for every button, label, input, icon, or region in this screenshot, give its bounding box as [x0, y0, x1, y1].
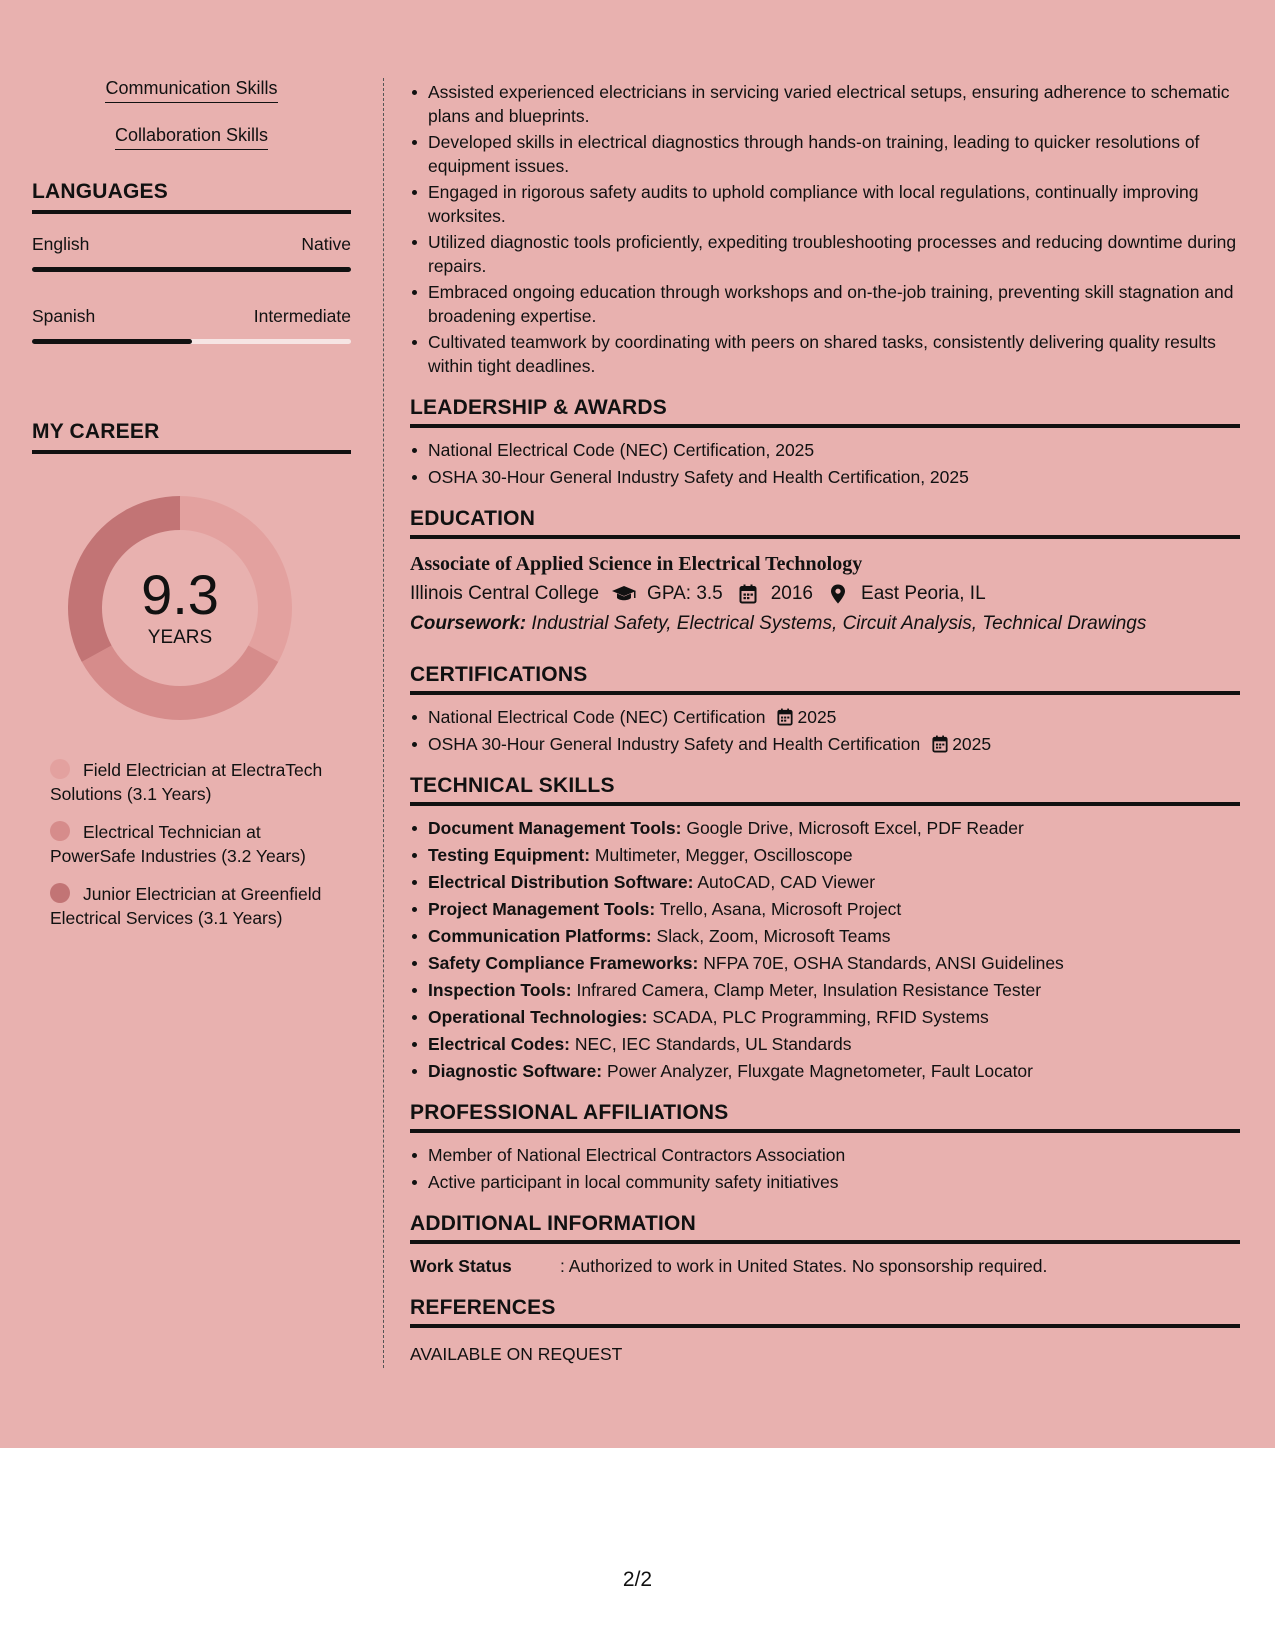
- affiliation-item: Member of National Electrical Contractors Association: [410, 1143, 1240, 1167]
- career-legend-item: [50, 758, 340, 806]
- leadership-item: National Electrical Code (NEC) Certification, 2025: [410, 438, 1240, 462]
- leadership-list: [410, 438, 1240, 489]
- affiliations-list: [410, 1143, 1240, 1194]
- skill-values: Power Analyzer, Fluxgate Magnetometer, Fault Locator: [606, 1061, 1033, 1081]
- certification-name: National Electrical Code (NEC) Certification: [428, 707, 766, 727]
- certification-name: OSHA 30-Hour General Industry Safety and Health Certification: [428, 734, 921, 754]
- column-divider: [383, 78, 384, 1368]
- language-level: Intermediate: [253, 306, 351, 326]
- career-legend-item: [50, 882, 340, 930]
- coursework-label: Coursework:: [410, 613, 527, 634]
- career-total-years: 9.3: [141, 563, 219, 626]
- career-unit: YEARS: [147, 627, 213, 648]
- legend-label: Junior Electrician at Greenfield Electrical Services (3.1 Years): [50, 884, 322, 928]
- skill-values: Google Drive, Microsoft Excel, PDF Reader: [686, 818, 1024, 838]
- calendar-icon: [777, 708, 793, 726]
- skill-values: Multimeter, Megger, Oscilloscope: [594, 845, 853, 865]
- language-name: Spanish: [32, 306, 96, 326]
- legend-label: Field Electrician at ElectraTech Solutions (3.1 Years): [50, 760, 323, 804]
- experience-bullet: Assisted experienced electricians in servicing varied electrical setups, ensuring adherence to schematic plans and blueprints.: [410, 80, 1240, 128]
- language-level: Native: [301, 234, 351, 254]
- education-gpa: GPA: 3.5: [647, 583, 723, 604]
- skill-values: AutoCAD, CAD Viewer: [697, 872, 876, 892]
- calendar-icon: [735, 584, 761, 604]
- page-number: 2/2: [622, 1568, 653, 1591]
- skill-row: [410, 1005, 1240, 1029]
- legend-dot: [50, 759, 70, 779]
- skill-values: Trello, Asana, Microsoft Project: [659, 899, 902, 919]
- skill-values: SCADA, PLC Programming, RFID Systems: [652, 1007, 989, 1027]
- affiliation-item: Active participant in local community safety initiatives: [410, 1170, 1240, 1194]
- skill-row: [410, 924, 1240, 948]
- technical-skills-heading: TECHNICAL SKILLS: [410, 774, 1240, 806]
- career-legend: [50, 758, 340, 930]
- languages-heading: LANGUAGES: [32, 180, 351, 214]
- skill-values: Slack, Zoom, Microsoft Teams: [656, 926, 891, 946]
- certifications-list: [410, 705, 1240, 756]
- leadership-heading: LEADERSHIP & AWARDS: [410, 396, 1240, 428]
- affiliations-heading: PROFESSIONAL AFFILIATIONS: [410, 1101, 1240, 1133]
- skill-category: Operational Technologies:: [428, 1007, 648, 1027]
- education-coursework: [410, 609, 1240, 639]
- skill-item: [32, 125, 351, 150]
- skill-category: Electrical Distribution Software:: [428, 872, 694, 892]
- technical-skills-list: [410, 816, 1240, 1083]
- certification-item: [410, 705, 1240, 729]
- skill-values: NEC, IEC Standards, UL Standards: [574, 1034, 852, 1054]
- language-bar-fill: [32, 267, 351, 272]
- skill-values: NFPA 70E, OSHA Standards, ANSI Guidelines: [703, 953, 1064, 973]
- location-pin-icon: [825, 584, 851, 604]
- skill-category: Electrical Codes:: [428, 1034, 570, 1054]
- skill-row: [410, 870, 1240, 894]
- skill-category: Communication Platforms:: [428, 926, 652, 946]
- skill-row: [410, 843, 1240, 867]
- skill-category: Safety Compliance Frameworks:: [428, 953, 699, 973]
- skill-row: [410, 897, 1240, 921]
- education-location: East Peoria, IL: [861, 583, 986, 604]
- skill-row: [410, 816, 1240, 840]
- skill-category: Project Management Tools:: [428, 899, 656, 919]
- language-name: English: [32, 234, 90, 254]
- education-heading: EDUCATION: [410, 507, 1240, 539]
- certifications-heading: CERTIFICATIONS: [410, 663, 1240, 695]
- skill-row: [410, 1032, 1240, 1056]
- leadership-item: OSHA 30-Hour General Industry Safety and Health Certification, 2025: [410, 465, 1240, 489]
- skill-category: Document Management Tools:: [428, 818, 682, 838]
- education-year: 2016: [770, 583, 814, 604]
- skill-category: Testing Equipment:: [428, 845, 591, 865]
- experience-bullet: Utilized diagnostic tools proficiently, expediting troubleshooting processes and reducing downtime during repairs.: [410, 230, 1240, 278]
- language-bar: [32, 267, 351, 272]
- experience-bullet: Embraced ongoing education through workshops and on-the-job training, preventing skill stagnation and broadening expertise.: [410, 280, 1240, 328]
- language-spanish: [32, 306, 351, 344]
- education-degree: Associate of Applied Science in Electrical Technology: [410, 553, 863, 575]
- experience-bullets: [410, 80, 1240, 378]
- education-school: Illinois Central College: [410, 583, 600, 604]
- work-status-row: [410, 1254, 1240, 1278]
- skill-row: [410, 1059, 1240, 1083]
- skill-label: Communication Skills: [105, 78, 277, 103]
- references-text: AVAILABLE ON REQUEST: [410, 1344, 623, 1364]
- additional-info-heading: ADDITIONAL INFORMATION: [410, 1212, 1240, 1244]
- skill-label: Collaboration Skills: [115, 125, 268, 150]
- main-content: [410, 80, 1240, 1366]
- skill-row: [410, 951, 1240, 975]
- education-details: [410, 579, 1240, 609]
- graduation-cap-icon: [611, 584, 637, 604]
- calendar-icon: [932, 735, 948, 753]
- language-bar-fill: [32, 339, 192, 344]
- certification-item: [410, 732, 1240, 756]
- sidebar: [32, 78, 351, 944]
- skill-item: [32, 78, 351, 103]
- career-legend-item: [50, 820, 340, 868]
- legend-dot: [50, 883, 70, 903]
- references-heading: REFERENCES: [410, 1296, 1240, 1328]
- career-heading: MY CAREER: [32, 420, 351, 454]
- coursework-text: Industrial Safety, Electrical Systems, Circuit Analysis, Technical Drawings: [531, 613, 1147, 634]
- skill-category: Diagnostic Software:: [428, 1061, 603, 1081]
- legend-label: Electrical Technician at PowerSafe Industries (3.2 Years): [50, 822, 306, 866]
- work-status-value: : Authorized to work in United States. No sponsorship required.: [560, 1256, 1048, 1276]
- experience-bullet: Engaged in rigorous safety audits to uphold compliance with local regulations, continually improving worksites.: [410, 180, 1240, 228]
- skill-category: Inspection Tools:: [428, 980, 572, 1000]
- experience-bullet: Developed skills in electrical diagnostics through hands-on training, leading to quicker resolutions of equipment issues.: [410, 130, 1240, 178]
- language-english: [32, 234, 351, 272]
- donut-center: [66, 494, 294, 722]
- certification-year: 2025: [797, 707, 837, 727]
- skill-row: [410, 978, 1240, 1002]
- skill-values: Infrared Camera, Clamp Meter, Insulation Resistance Tester: [576, 980, 1042, 1000]
- legend-dot: [50, 821, 70, 841]
- certification-year: 2025: [952, 734, 992, 754]
- work-status-label: Work Status: [410, 1256, 512, 1276]
- language-bar: [32, 339, 351, 344]
- experience-bullet: Cultivated teamwork by coordinating with peers on shared tasks, consistently delivering quality results within tight deadlines.: [410, 330, 1240, 378]
- career-donut-chart: [66, 494, 294, 722]
